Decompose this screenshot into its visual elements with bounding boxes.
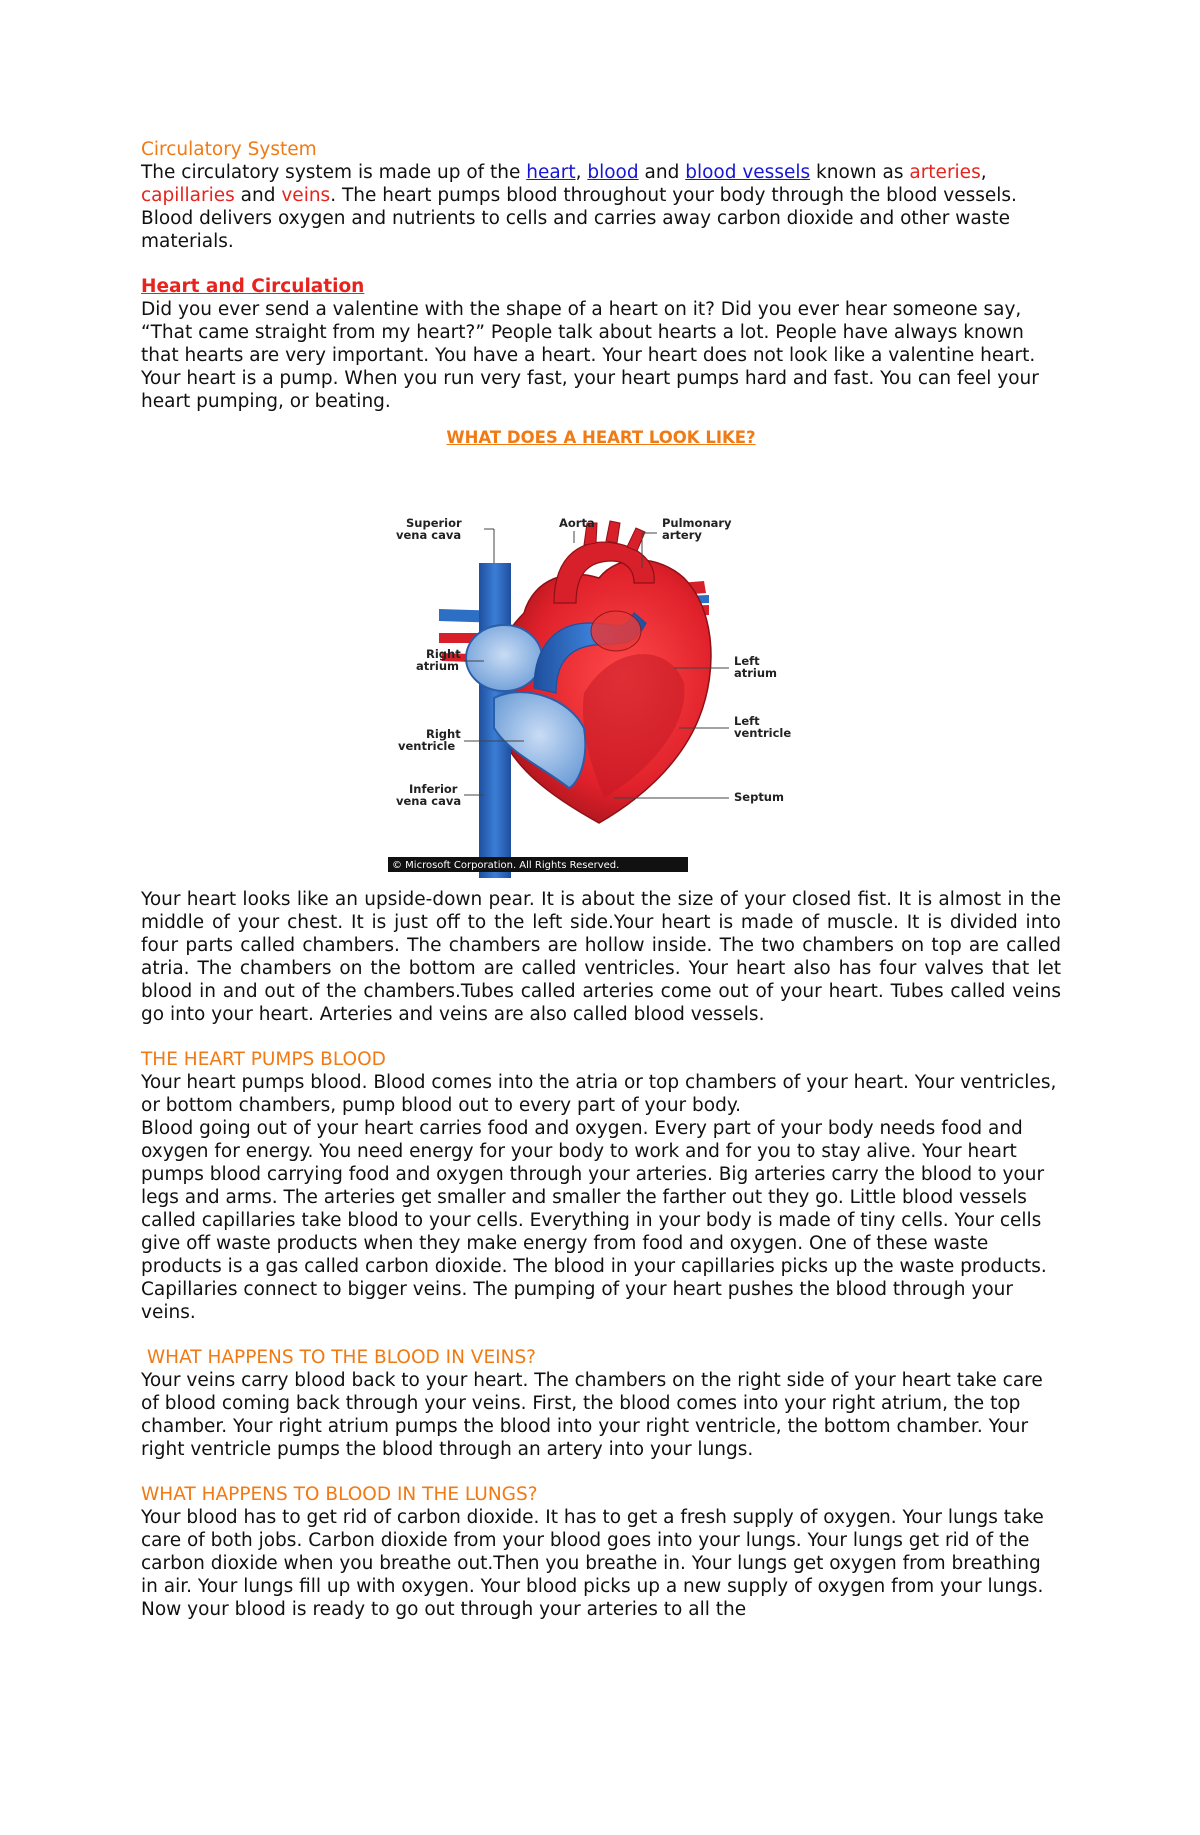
- figure-title: WHAT DOES A HEART LOOK LIKE?: [446, 428, 756, 447]
- heart-pumps-paragraph-2: Blood going out of your heart carries food and oxygen. Every part of your body needs food and oxygen for energy. You need energy for your body to work and for you to stay alive. Your heart pumps blood carrying food and oxygen through your arteries. Big arteries carry the blood to your legs and arms. The arteries get smaller and smaller the farther out they go. Little blood vessels called capillaries take blood to your cells. Everything in your body is made of tiny cells. Your cells give off waste products when they make energy from food and oxygen. One of these waste products is a gas called carbon dioxide. The blood in your capillaries picks up the waste products. Capillaries connect to bigger veins. The pumping of your heart pushes the blood through your veins.: [141, 1118, 1047, 1323]
- label-aorta: Aorta: [559, 516, 595, 530]
- intro-text: and: [234, 185, 282, 206]
- label-ventricle: ventricle: [398, 739, 456, 753]
- section-title-blood-in-veins: WHAT HAPPENS TO THE BLOOD IN VEINS?: [141, 1347, 537, 1368]
- section-title-heart-pumps-blood: THE HEART PUMPS BLOOD: [141, 1049, 386, 1070]
- label-atrium: atrium: [416, 659, 460, 673]
- label-left: Left: [734, 714, 760, 728]
- veins-paragraph: Your veins carry blood back to your heart. The chambers on the right side of your heart take care of blood coming back through your veins. First, the blood comes into your right atrium, the top chamber. Your right atrium pumps the blood into your right ventricle, the bottom chamber. Your right ventricle pumps the blood through an artery into your lungs.: [141, 1370, 1043, 1460]
- label-right: Right: [426, 647, 461, 661]
- heart-diagram-svg: [384, 483, 814, 878]
- label-superior: Superior: [406, 516, 462, 530]
- term-arteries: arteries: [909, 162, 981, 183]
- label-inferior: Inferior: [409, 782, 458, 796]
- right-atrium: [466, 625, 542, 691]
- left-atrium: [591, 611, 641, 651]
- link-blood[interactable]: blood: [587, 162, 639, 183]
- section-title-circulatory-system: Circulatory System: [141, 139, 317, 160]
- label-ventricle: ventricle: [734, 726, 792, 740]
- document-page: [141, 138, 1061, 1621]
- label-atrium: atrium: [734, 666, 778, 680]
- link-blood-vessels[interactable]: blood vessels: [685, 162, 811, 183]
- intro-separator: ,: [575, 162, 588, 183]
- section-title-blood-in-lungs: WHAT HAPPENS TO BLOOD IN THE LUNGS?: [141, 1484, 538, 1505]
- heart-circulation-paragraph: Did you ever send a valentine with the shape of a heart on it? Did you ever hear someone say, “That came straight from my heart?” People talk about hearts a lot. People have always known that hearts are very important. You have a heart. Your heart does not look like a valentine heart. Your heart is a pump. When you run very fast, your heart pumps hard and fast. You can feel your heart pumping, or beating.: [141, 299, 1039, 412]
- lungs-paragraph: Your blood has to get rid of carbon dioxide. It has to get a fresh supply of oxygen. Your lungs take care of both jobs. Carbon dioxide from your blood goes into your lungs. Your lungs get rid of the carbon dioxide when you breathe out.Then you breathe in. Your lungs get oxygen from breathing in air. Your lungs fill up with oxygen. Your blood picks up a new supply of oxygen from your lungs. Now your blood is ready to go out through your arteries to all the: [141, 1507, 1044, 1620]
- intro-paragraph: [141, 161, 1061, 253]
- term-capillaries: capillaries: [141, 185, 235, 206]
- label-artery: artery: [662, 528, 702, 542]
- label-right: Right: [426, 727, 461, 741]
- heart-description-paragraph: Your heart looks like an upside-down pear. It is about the size of your closed fist. It is almost in the middle of your chest. It is just off to the left side.Your heart is made of muscle. It is divided into four parts called chambers. The chambers are hollow inside. The two chambers on top are called atria. The chambers on the bottom are called ventricles. Your heart also has four valves that let blood in and out of the chambers.Tubes called arteries come out of your heart. Tubes called veins go into your heart. Arteries and veins are also called blood vessels.: [141, 889, 1061, 1025]
- heart-diagram: [384, 483, 814, 878]
- intro-text: and: [638, 162, 686, 183]
- copyright-text: © Microsoft Corporation. All Rights Reserved.: [392, 860, 620, 871]
- heart-pumps-paragraph-1: Your heart pumps blood. Blood comes into the atria or top chambers of your heart. Your ventricles, or bottom chambers, pump blood out to every part of your body.: [141, 1072, 1057, 1116]
- label-vena-cava: vena cava: [396, 794, 462, 808]
- label-septum: Septum: [734, 790, 784, 804]
- intro-text: . The heart pumps blood throughout your body through the blood vessels. Blood delivers oxygen and nutrients to cells and carries away carbon dioxide and other waste materials.: [141, 185, 1017, 252]
- term-veins: veins: [281, 185, 331, 206]
- label-left: Left: [734, 654, 760, 668]
- link-heart[interactable]: heart: [526, 162, 576, 183]
- section-title-heart-and-circulation: Heart and Circulation: [141, 276, 365, 297]
- label-vena-cava: vena cava: [396, 528, 462, 542]
- intro-text: The circulatory system is made up of the: [141, 162, 527, 183]
- intro-separator: ,: [980, 162, 987, 183]
- intro-text: known as: [810, 162, 910, 183]
- label-pulmonary: Pulmonary: [662, 516, 732, 530]
